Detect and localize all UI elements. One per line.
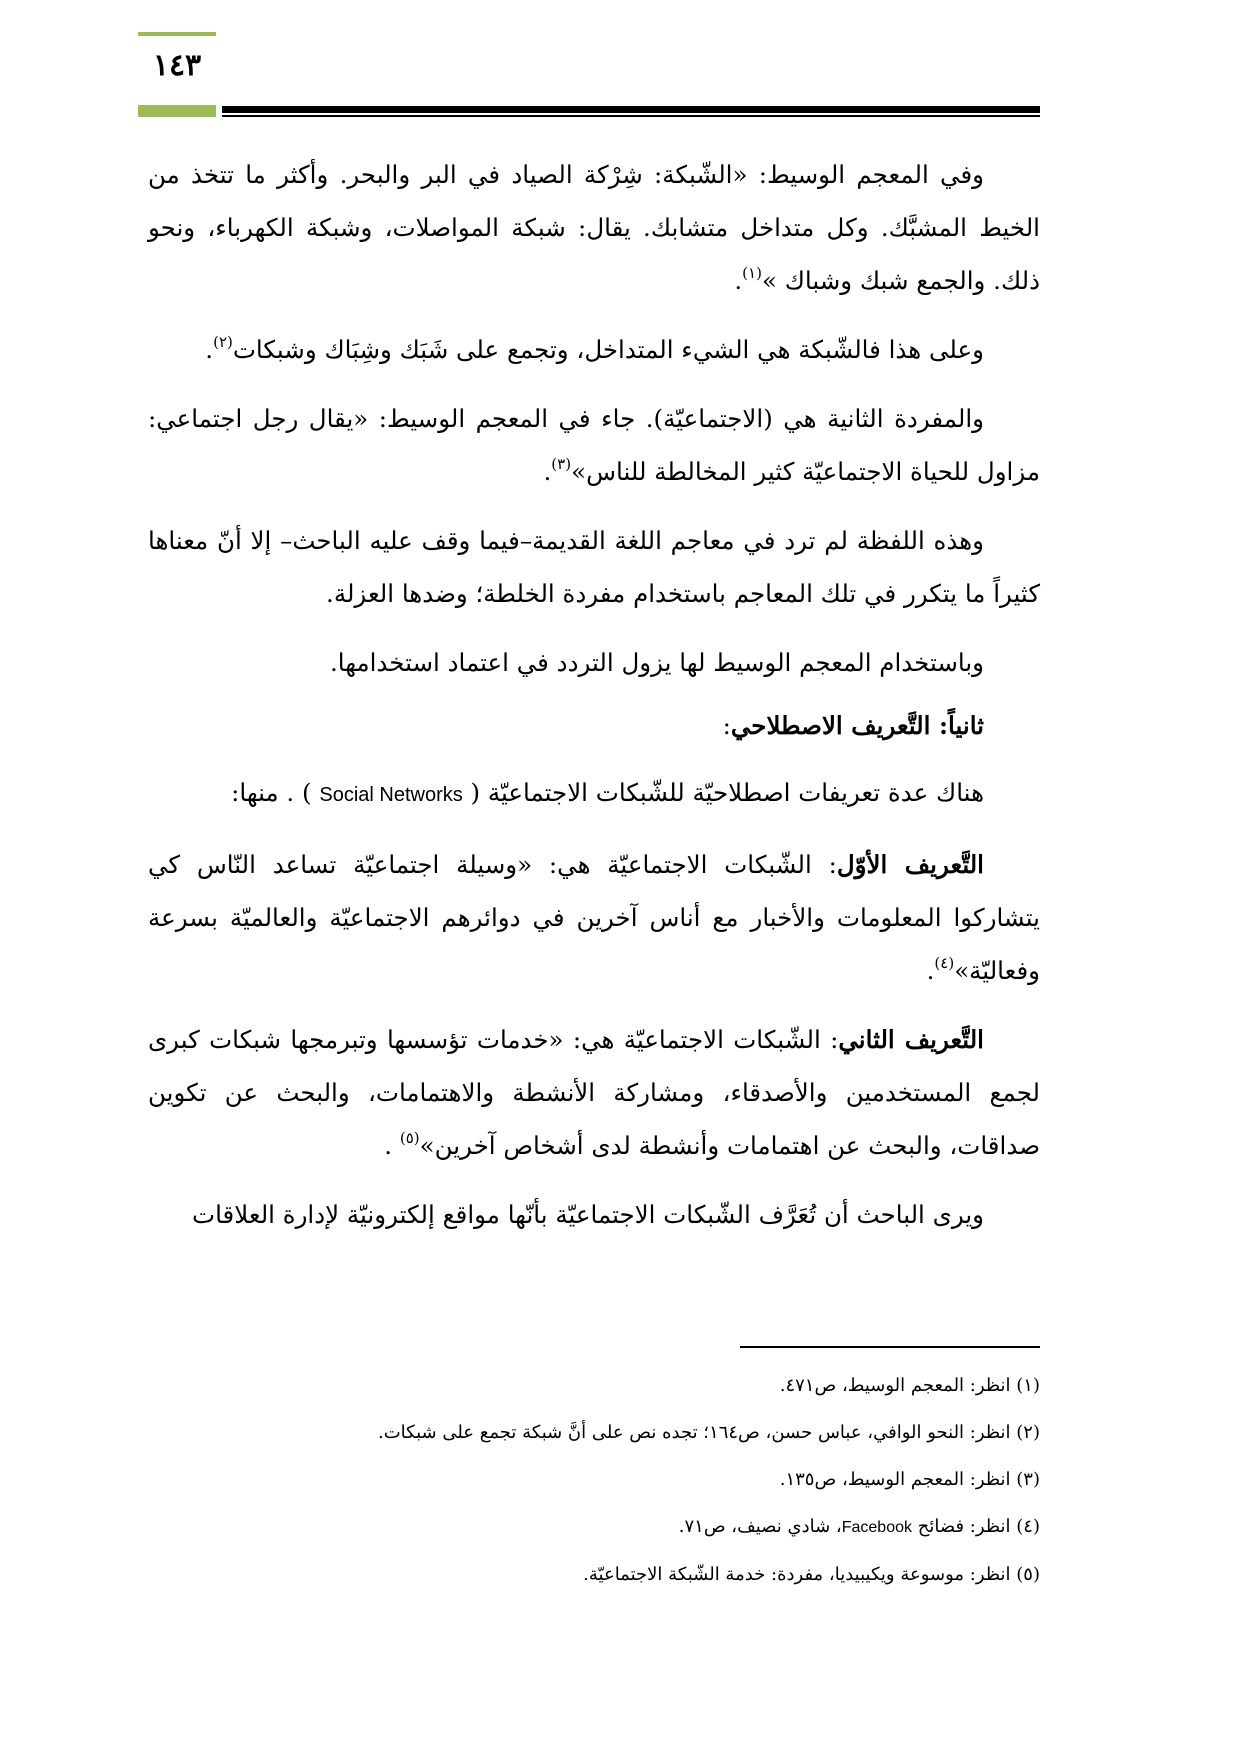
footnote-ref-4[interactable]: (٤) xyxy=(934,953,955,972)
paragraph-text: والمفردة الثانية هي (الاجتماعيّة). جاء في المعجم الوسيط: «يقال رجل اجتماعي: مزاول للحياة الاجتماعيّة كثير المخالطة للناس» xyxy=(148,404,1040,486)
paragraph-wasit-usage: وباستخدام المعجم الوسيط لها يزول التردد في اعتماد استخدامها. xyxy=(329,648,984,677)
heading-text: ثانياً: التَّعريف الاصطلاحي xyxy=(730,711,984,740)
latin-term: Social Networks xyxy=(319,784,463,806)
paragraph-text: : الشّبكات الاجتماعيّة هي: «خدمات تؤسسها وتبرمجها شبكات كبرى لجمع المستخدمين والأصدقاء، ومشاركة الأنشطة والاهتمامات، والبحث عن تكوين صداقات، والبحث عن اهتمامات وأنشطة لدى أشخاص آخرين» xyxy=(148,1025,1040,1160)
paragraph-text: وفي المعجم الوسيط: «الشّبكة: شِرْكة الصياد في البر والبحر. وأكثر ما تتخذ من الخيط المشبَّك. وكل متداخل متشابك. يقال: شبكة المواصلات، وشبكة الكهرباء، ونحو ذلك. والجمع شبك وشباك » xyxy=(148,160,1040,295)
definition-label: التَّعريف الثاني xyxy=(838,1025,984,1054)
footnote-1: (١) انظر: المعجم الوسيط، ص٤٧١. xyxy=(779,1375,1040,1396)
page-number: ١٤٣ xyxy=(152,48,202,83)
paragraph-wasit-definition xyxy=(148,148,1040,307)
footnote-end: ، شادي نصيف، ص٧١. xyxy=(678,1516,842,1537)
paragraph-social-word xyxy=(148,392,1040,498)
footnote-separator xyxy=(740,1346,1040,1348)
paragraph-end: . xyxy=(926,956,935,985)
footnote-text: (٤) انظر: فضائح xyxy=(917,1516,1040,1537)
paragraph-end: . xyxy=(205,335,214,364)
page-body xyxy=(148,148,1040,1257)
paragraph-end: ) . منها: xyxy=(231,778,312,807)
footnote-4 xyxy=(148,1503,1040,1551)
footnote-ref-2[interactable]: (٢) xyxy=(213,332,233,351)
header-rule xyxy=(222,106,1040,113)
footnote-ref-1[interactable]: (١) xyxy=(742,263,762,282)
section-heading xyxy=(148,699,1040,752)
paragraph-text: وعلى هذا فالشّبكة هي الشيء المتداخل، وتجمع على شَبَك وشِبَاك وشبكات xyxy=(232,335,984,364)
footnote-5: (٥) انظر: موسوعة ويكيبيديا، مفردة: خدمة الشّبكة الاجتماعيّة. xyxy=(583,1564,1040,1585)
paragraph-text: هناك عدة تعريفات اصطلاحيّة للشّبكات الاجتماعيّة ( xyxy=(470,778,984,807)
header-accent-bottom xyxy=(138,105,216,117)
footnotes xyxy=(148,1362,1040,1598)
paragraph-end: . xyxy=(543,457,552,486)
paragraph-network-plural xyxy=(148,323,1040,376)
footnote-2: (٢) انظر: النحو الوافي، عباس حسن، ص١٦٤؛ تجده نص على أنَّ شبكة تجمع على شبكات. xyxy=(378,1422,1040,1443)
paragraph-end: . xyxy=(384,1131,400,1160)
paragraph-text: : الشّبكات الاجتماعيّة هي: «وسيلة اجتماعيّة تساعد النّاس كي يتشاركوا المعلومات والأخبار مع أناس آخرين في دوائرهم الاجتماعيّة والعالميّة بسرعة وفعاليّة» xyxy=(148,850,1040,985)
paragraph-end: . xyxy=(734,266,743,295)
paragraph-definitions-intro xyxy=(148,766,1040,822)
paragraph-old-dictionaries: وهذه اللفظة لم ترد في معاجم اللغة القديمة–فيما وقف عليه الباحث– إلا أنّ معناها كثيراً ما يتكرر في تلك المعاجم باستخدام مفردة الخلطة؛ وضدها العزلة. xyxy=(148,526,1040,608)
heading-colon: : xyxy=(722,711,731,740)
latin-term: Facebook xyxy=(841,1519,912,1536)
footnote-ref-5[interactable]: (٥) xyxy=(399,1128,420,1147)
paragraph-definition-1 xyxy=(148,838,1040,997)
header-rule-thin xyxy=(222,115,1040,117)
header-accent-top xyxy=(138,32,216,36)
definition-label: التَّعريف الأوّل xyxy=(836,850,984,879)
paragraph-definition-2 xyxy=(148,1013,1040,1172)
paragraph-researcher-view: ويرى الباحث أن تُعَرَّف الشّبكات الاجتماعيّة بأنّها مواقع إلكترونيّة لإدارة العلاقات xyxy=(192,1200,984,1229)
footnote-3: (٣) انظر: المعجم الوسيط، ص١٣٥. xyxy=(779,1469,1040,1490)
footnote-ref-3[interactable]: (٣) xyxy=(551,454,572,473)
